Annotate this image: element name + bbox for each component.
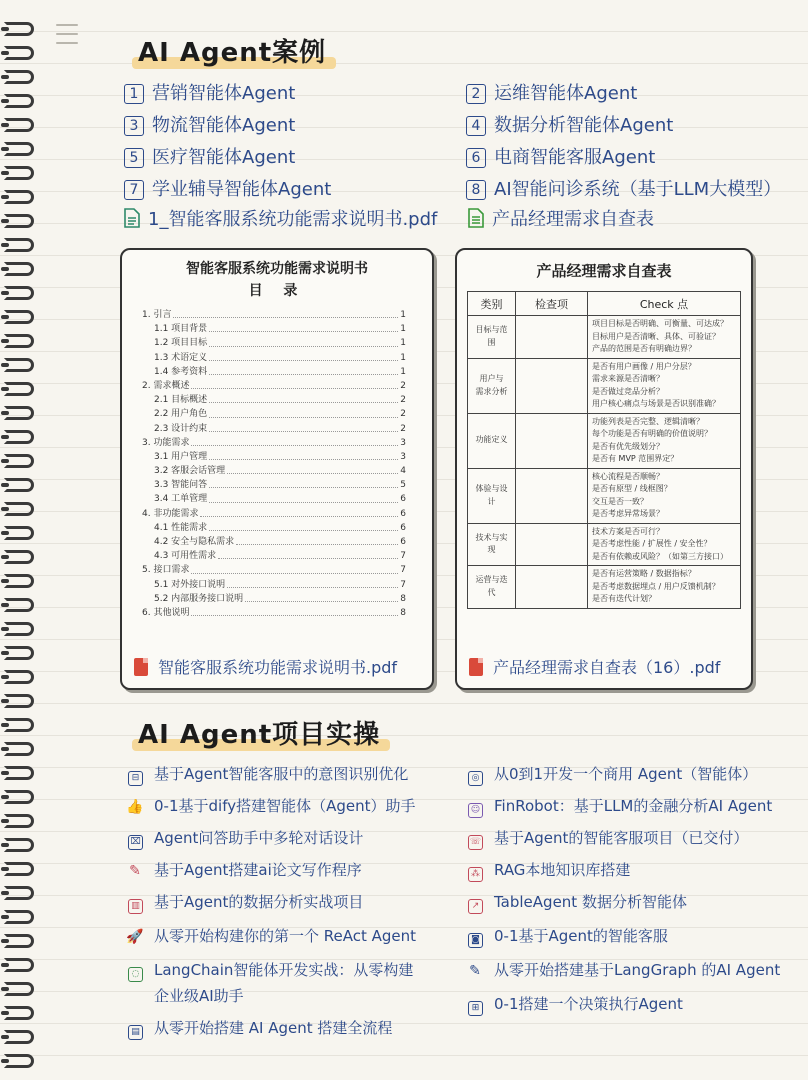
service-icon: ◙: [468, 933, 483, 948]
project-item-right-3[interactable]: ☏ 基于Agent的智能客服项目（已交付）: [466, 826, 748, 850]
toc-row: 1.2 项目目标 1: [154, 338, 406, 349]
project-item-right-5[interactable]: ↗ TableAgent 数据分析智能体: [466, 890, 687, 914]
spiral-ring: [4, 646, 34, 660]
menu-icon[interactable]: [56, 24, 78, 51]
rocket-icon: 🚀: [126, 929, 144, 945]
toc-row: 4. 非功能需求 6: [142, 508, 406, 519]
check-point: 是否考虑数据埋点 / 用户反馈机制？: [592, 581, 720, 591]
check-point: 是否有运营策略 / 数据指标？: [592, 569, 696, 578]
check-point: 目标用户是否清晰、具体、可验证？: [592, 331, 720, 341]
check-item-cell: [516, 468, 588, 523]
case-item-6[interactable]: 6 电商智能客服Agent: [466, 144, 655, 172]
check-point: 功能列表是否完整、逻辑清晰？: [592, 416, 704, 426]
flow-icon: ⊞: [468, 1001, 483, 1016]
spiral-ring: [4, 46, 34, 60]
check-point: 用户核心痛点与场景是否识别准确？: [592, 399, 720, 408]
check-point: 是否做过竞品分析？: [592, 386, 664, 396]
check-item-cell: [516, 316, 588, 359]
toc-row: 1.4 参考资料 1: [154, 366, 406, 377]
spiral-ring: [4, 214, 34, 228]
toc-row: 1.1 项目背景 1: [154, 324, 406, 335]
project-item-left-5[interactable]: ▥ 基于Agent的数据分析实战项目: [126, 890, 363, 914]
doc-file-name[interactable]: 智能客服系统功能需求说明书.pdf: [134, 655, 397, 678]
project-item-left-4[interactable]: ✎ 基于Agent搭建ai论文写作程序: [126, 858, 362, 882]
check-item-cell: [516, 358, 588, 413]
check-point: 是否考虑异常场景？: [592, 509, 664, 518]
section-title-projects: AI Agent项目实操: [138, 714, 380, 751]
spiral-ring: [4, 286, 34, 300]
spiral-ring: [4, 262, 34, 276]
check-points-cell: [588, 358, 741, 413]
check-point: 技术方案是否可行？: [592, 526, 664, 536]
project-item-right-2[interactable]: ☺ FinRobot：基于LLM的金融分析AI Agent: [466, 794, 772, 818]
spiral-ring: [4, 358, 34, 372]
project-item-left-7[interactable]: ◌ LangChain智能体开发实战：从零构建: [126, 958, 413, 982]
notebook-spiral: [0, 0, 40, 1080]
project-item-left-3[interactable]: ⌧ Agent问答助手中多轮对话设计: [126, 826, 363, 850]
check-point: 是否有 MVP 范围界定？: [592, 454, 679, 463]
project-item-right-8[interactable]: ⊞ 0-1搭建一个决策执行Agent: [466, 992, 683, 1016]
file-link-requirements[interactable]: 1_智能客服系统功能需求说明书.pdf: [124, 206, 437, 234]
checklist-file-name[interactable]: 产品经理需求自查表（16）.pdf: [469, 655, 720, 678]
spiral-ring: [4, 766, 34, 780]
toc-row: 2. 需求概述 2: [142, 380, 406, 391]
toc-row: 3.2 客服会话管理 4: [154, 466, 406, 477]
project-item-left-1[interactable]: ⊟ 基于Agent智能客服中的意图识别优化: [126, 762, 408, 786]
toc-row: 4.3 可用性需求 7: [154, 551, 406, 562]
check-points-cell: [588, 523, 741, 566]
table-of-contents: [122, 308, 432, 620]
toc-row: 1.3 术语定义 1: [154, 352, 406, 363]
spiral-ring: [4, 910, 34, 924]
toc-row: 4.1 性能需求 6: [154, 522, 406, 533]
spiral-ring: [4, 718, 34, 732]
bar-chart-icon: ▥: [128, 899, 143, 914]
category-cell: 功能定义: [468, 413, 516, 468]
spiral-ring: [4, 502, 34, 516]
spiral-ring: [4, 982, 34, 996]
check-point: 产品的范围是否有明确边界？: [592, 344, 696, 353]
spiral-ring: [4, 1030, 34, 1044]
toc-row: 4.2 安全与隐私需求 6: [154, 537, 406, 547]
cycle-icon: ◌: [128, 967, 143, 982]
network-icon: ⁂: [468, 867, 483, 882]
spiral-ring: [4, 694, 34, 708]
check-item-cell: [516, 523, 588, 566]
spiral-ring: [4, 310, 34, 324]
toc-row: 2.2 用户角色 2: [154, 409, 406, 420]
case-item-4[interactable]: 4 数据分析智能体Agent: [466, 112, 673, 140]
target-icon: ⊟: [128, 771, 143, 786]
spiral-ring: [4, 550, 34, 564]
spiral-ring: [4, 334, 34, 348]
spiral-ring: [4, 886, 34, 900]
case-item-1[interactable]: 1 营销智能体Agent: [124, 80, 295, 108]
doc-subtitle: 目 录: [248, 283, 306, 299]
toc-row: 3.1 用户管理 3: [154, 451, 406, 462]
toc-row: 3.4 工单管理 6: [154, 494, 406, 505]
table-row: [468, 468, 741, 523]
check-item-cell: [516, 566, 588, 609]
spiral-ring: [4, 790, 34, 804]
file-link-checklist[interactable]: 产品经理需求自查表: [468, 206, 654, 234]
project-item-left-8: 企业级AI助手: [154, 987, 244, 1005]
toc-row: 6. 其他说明 8: [142, 607, 406, 618]
col-header: Check 点: [588, 292, 741, 316]
spiral-ring: [4, 526, 34, 540]
category-cell: 技术与实现: [468, 523, 516, 566]
project-item-left-6[interactable]: 🚀 从零开始构建你的第一个 ReAct Agent: [126, 924, 416, 948]
spiral-ring: [4, 598, 34, 612]
check-points-cell: [588, 468, 741, 523]
sheet-icon: [468, 208, 484, 228]
spiral-ring: [4, 94, 34, 108]
category-cell: 目标与范围: [468, 316, 516, 359]
check-point: 是否有依赖或风险？（如第三方接口）: [592, 551, 728, 561]
spiral-ring: [4, 142, 34, 156]
check-points-cell: [588, 413, 741, 468]
support-icon: ☏: [468, 835, 483, 850]
table-row: [468, 566, 741, 609]
table-row: [468, 413, 741, 468]
spiral-ring: [4, 814, 34, 828]
check-point: 是否有原型 / 线框图？: [592, 484, 672, 493]
spiral-ring: [4, 1054, 34, 1068]
doc-icon: [124, 208, 140, 228]
check-point: 核心流程是否顺畅？: [592, 471, 664, 481]
toc-row: 2.1 目标概述 2: [154, 395, 406, 406]
section-title-cases: AI Agent案例: [138, 32, 326, 69]
category-cell: 运营与迭代: [468, 566, 516, 609]
check-point: 需求来源是否清晰？: [592, 374, 664, 383]
case-item-8[interactable]: 8 AI智能问诊系统（基于LLM大模型）: [466, 176, 781, 204]
case-item-3[interactable]: 3 物流智能体Agent: [124, 112, 295, 140]
check-item-cell: [516, 413, 588, 468]
trend-icon: ↗: [468, 899, 483, 914]
checklist-preview[interactable]: [455, 248, 753, 690]
robot-icon: ☺: [468, 803, 483, 818]
toc-row: 5. 接口需求 7: [142, 565, 406, 576]
project-item-left-9[interactable]: ▤ 从零开始搭建 AI Agent 搭建全流程: [126, 1016, 392, 1040]
toc-row: 3.3 智能问答 5: [154, 480, 406, 491]
check-point: 交互是否一致？: [592, 496, 648, 506]
spiral-ring: [4, 862, 34, 876]
category-cell: 用户与 需求分析: [468, 358, 516, 413]
table-row: [468, 316, 741, 359]
table-row: [468, 358, 741, 413]
chat-icon: ⌧: [128, 835, 143, 850]
project-item-right-1[interactable]: ◎ 从0到1开发一个商用 Agent（智能体）: [466, 762, 757, 786]
spiral-ring: [4, 454, 34, 468]
pdf-icon: [469, 658, 483, 676]
col-header: 检查项: [516, 292, 588, 316]
project-item-right-6[interactable]: ◙ 0-1基于Agent的智能客服: [466, 924, 668, 948]
spiral-ring: [4, 622, 34, 636]
spiral-ring: [4, 1006, 34, 1020]
checklist-title: 产品经理需求自查表: [536, 262, 672, 280]
spiral-ring: [4, 382, 34, 396]
spiral-ring: [4, 70, 34, 84]
spiral-ring: [4, 118, 34, 132]
check-point: 是否有用户画像 / 用户分层？: [592, 361, 696, 371]
target-icon: ◎: [468, 771, 483, 786]
spiral-ring: [4, 166, 34, 180]
project-item-left-2[interactable]: 👍 0-1基于dify搭建智能体（Agent）助手: [126, 794, 415, 818]
spiral-ring: [4, 958, 34, 972]
toc-row: 2.3 设计约束 2: [154, 423, 406, 434]
wrench-icon: ✎: [469, 963, 481, 979]
toc-row: 1. 引言 1: [142, 310, 406, 320]
toc-row: 5.2 内部服务接口说明 8: [154, 593, 406, 604]
case-item-2[interactable]: 2 运维智能体Agent: [466, 80, 637, 108]
check-point: 是否有迭代计划？: [592, 594, 656, 603]
spiral-ring: [4, 934, 34, 948]
spiral-ring: [4, 238, 34, 252]
spiral-ring: [4, 670, 34, 684]
pen-icon: ✎: [129, 863, 141, 879]
spiral-ring: [4, 430, 34, 444]
toc-row: 3. 功能需求 3: [142, 437, 406, 448]
category-cell: 体验与设计: [468, 468, 516, 523]
check-points-cell: [588, 316, 741, 359]
check-points-cell: [588, 566, 741, 609]
toc-row: 5.1 对外接口说明 7: [154, 579, 406, 590]
spiral-ring: [4, 742, 34, 756]
check-point: 项目目标是否明确、可衡量、可达成？: [592, 319, 728, 328]
pdf-icon: [134, 658, 148, 676]
doc-icon: ▤: [128, 1025, 143, 1040]
table-row: [468, 523, 741, 566]
check-point: 是否考虑性能 / 扩展性 / 安全性？: [592, 539, 712, 548]
check-point: 是否有优先级划分？: [592, 441, 664, 451]
case-item-5[interactable]: 5 医疗智能体Agent: [124, 144, 295, 172]
spiral-ring: [4, 22, 34, 36]
spiral-ring: [4, 838, 34, 852]
spiral-ring: [4, 190, 34, 204]
project-item-right-4[interactable]: ⁂ RAG本地知识库搭建: [466, 858, 630, 882]
case-item-7[interactable]: 7 学业辅导智能体Agent: [124, 176, 331, 204]
spiral-ring: [4, 406, 34, 420]
check-point: 每个功能是否有明确的价值说明？: [592, 429, 712, 438]
spiral-ring: [4, 478, 34, 492]
project-item-right-7[interactable]: ✎ 从零开始搭建基于LangGraph 的AI Agent: [466, 958, 780, 982]
spiral-ring: [4, 574, 34, 588]
thumbs-up-icon: 👍: [126, 799, 144, 815]
checklist-table: [467, 291, 741, 609]
col-header: 类别: [468, 292, 516, 316]
requirements-doc-preview[interactable]: [120, 248, 434, 690]
doc-title: 智能客服系统功能需求说明书: [186, 261, 368, 277]
